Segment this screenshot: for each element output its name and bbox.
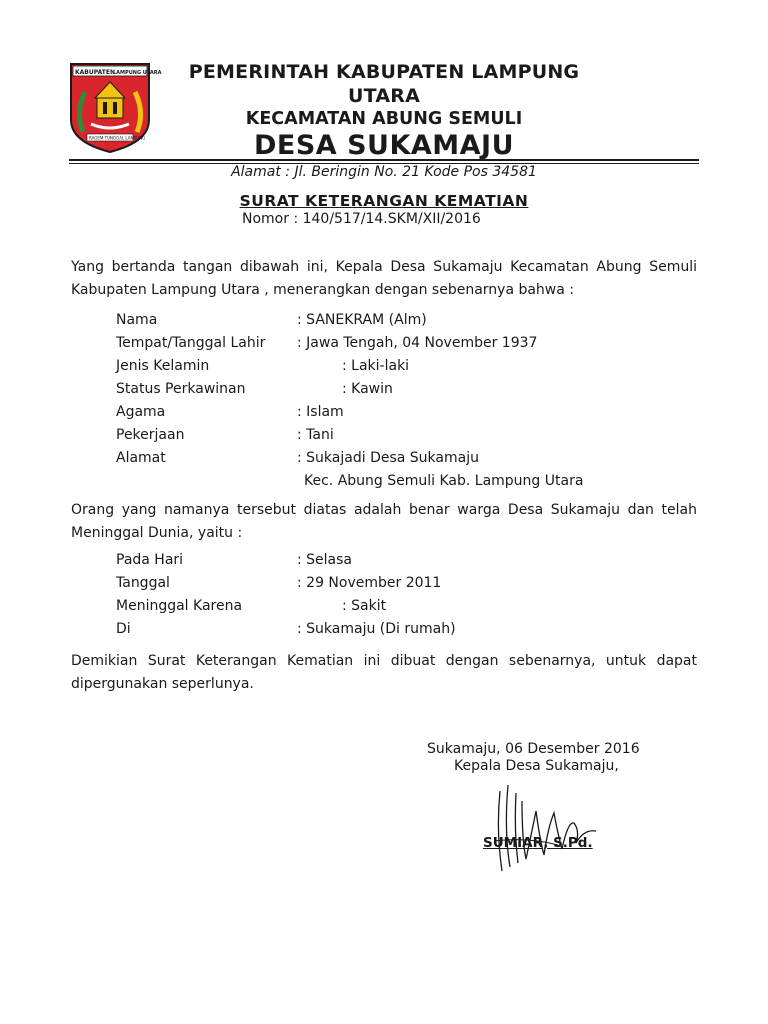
detail-value: : Kawin [342,381,393,397]
detail-value: : Sakit [342,598,387,614]
detail-value: : Sukajadi Desa Sukamaju [297,450,479,466]
detail-label: Tanggal [116,575,170,591]
detail-label: Alamat [116,450,166,466]
signing-place-date: Sukamaju, 06 Desember 2016 [427,741,640,757]
letter-title-text: SURAT KETERANGAN KEMATIAN [239,192,529,210]
middle-paragraph: Orang yang namanya tersebut diatas adalah benar warga Desa Sukamaju dan telah Meninggal Dunia, yaitu : [71,502,697,541]
letterhead-rule-thin [69,163,699,164]
detail-label: Agama [116,404,166,420]
detail-value: : Laki-laki [342,358,410,374]
detail-value: : Selasa [297,552,353,568]
logo-text-left: KABUPATEN [75,69,115,76]
signer-title: Kepala Desa Sukamaju, [454,758,619,774]
logo-motto: RAGEM TUNGGAL LAMPUNG [89,135,146,141]
letter-title [0,192,768,210]
detail-value: Kec. Abung Semuli Kab. Lampung Utara [304,473,584,489]
village-address: Alamat : Jl. Beringin No. 21 Kode Pos 34581 [231,164,537,180]
detail-label: Meninggal Karena [116,598,243,614]
detail-value: : Islam [297,404,344,420]
detail-label: Pekerjaan [116,427,185,443]
intro-paragraph: Yang bertanda tangan dibawah ini, Kepala Desa Sukamaju Kecamatan Abung Semuli Kabupaten Lampung Utara , menerangkan dengan sebenarnya bahwa : [71,259,697,298]
detail-value: : Jawa Tengah, 04 November 1937 [297,335,538,351]
detail-label: Pada Hari [116,552,184,568]
detail-value: : SANEKRAM (Alm) [297,312,427,328]
detail-label: Di [116,621,131,637]
letter-number: Nomor : 140/517/14.SKM/XII/2016 [242,211,481,227]
closing-paragraph: Demikian Surat Keterangan Kematian ini dibuat dengan sebenarnya, untuk dapat dipergunakan seperlunya. [71,653,697,692]
logo-text-right: LAMPUNG UTARA [113,70,162,76]
detail-label: Nama [116,312,158,328]
detail-value: : Sukamaju (Di rumah) [297,621,456,637]
detail-label: Jenis Kelamin [116,358,210,374]
detail-label: Status Perkawinan [116,381,246,397]
detail-label: Tempat/Tanggal Lahir [116,335,266,351]
handwritten-signature-icon [488,771,606,881]
district-name: KECAMATAN ABUNG SEMULI [245,109,523,129]
detail-value: : Tani [297,427,334,443]
detail-value: : 29 November 2011 [297,575,442,591]
signer-name: SUMIAR, S.Pd. [483,835,593,851]
regency-emblem-icon [69,62,162,154]
government-name: PEMERINTAH KABUPATEN LAMPUNG UTARA [188,61,580,107]
letterhead-rule-thick [69,159,699,161]
village-name: DESA SUKAMAJU [253,130,515,161]
